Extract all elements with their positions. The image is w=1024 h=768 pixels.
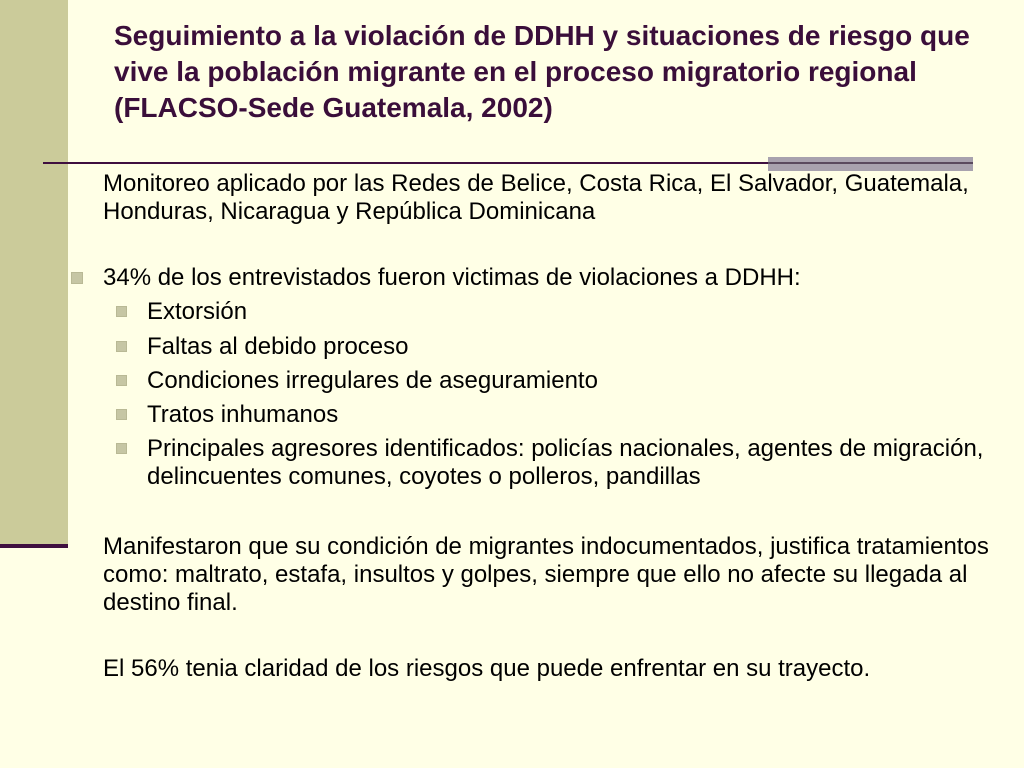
sub-bullet-item: Tratos inhumanos — [147, 401, 339, 428]
sub-bullet-item: Condiciones irregulares de aseguramiento — [147, 367, 598, 394]
sub-bullet-icon — [116, 306, 127, 317]
sub-bullet-item: Principales agresores identificados: policías nacionales, agentes de migración, delincuentes comunes, coyotes o polleros, pandillas — [147, 435, 984, 490]
left-decor-divider — [0, 544, 68, 548]
title-divider-accent — [768, 157, 973, 171]
left-decor-bar — [0, 0, 68, 545]
sub-bullet-icon — [116, 375, 127, 386]
title-divider-accent-line — [768, 162, 973, 164]
intro-paragraph: Monitoreo aplicado por las Redes de Belice, Costa Rica, El Salvador, Guatemala, Honduras, Nicaragua y República Dominicana — [103, 170, 969, 225]
paragraph-risk-awareness: El 56% tenia claridad de los riesgos que puede enfrentar en su trayecto. — [103, 655, 871, 682]
sub-bullet-icon — [116, 341, 127, 352]
main-bullet-text: 34% de los entrevistados fueron victimas de violaciones a DDHH: — [103, 264, 801, 291]
slide-title: Seguimiento a la violación de DDHH y situaciones de riesgo que vive la población migrante en el proceso migratorio regional (FLACSO-Sede Guatemala, 2002) — [114, 20, 970, 123]
sub-bullet-icon — [116, 443, 127, 454]
sub-bullet-item: Faltas al debido proceso — [147, 333, 409, 360]
main-bullet-icon — [71, 272, 83, 284]
sub-bullet-icon — [116, 409, 127, 420]
paragraph-mistreatment: Manifestaron que su condición de migrantes indocumentados, justifica tratamientos como: maltrato, estafa, insultos y golpes, siempre que ello no afecte su llegada al destino final. — [103, 533, 989, 616]
sub-bullet-item: Extorsión — [147, 298, 248, 325]
